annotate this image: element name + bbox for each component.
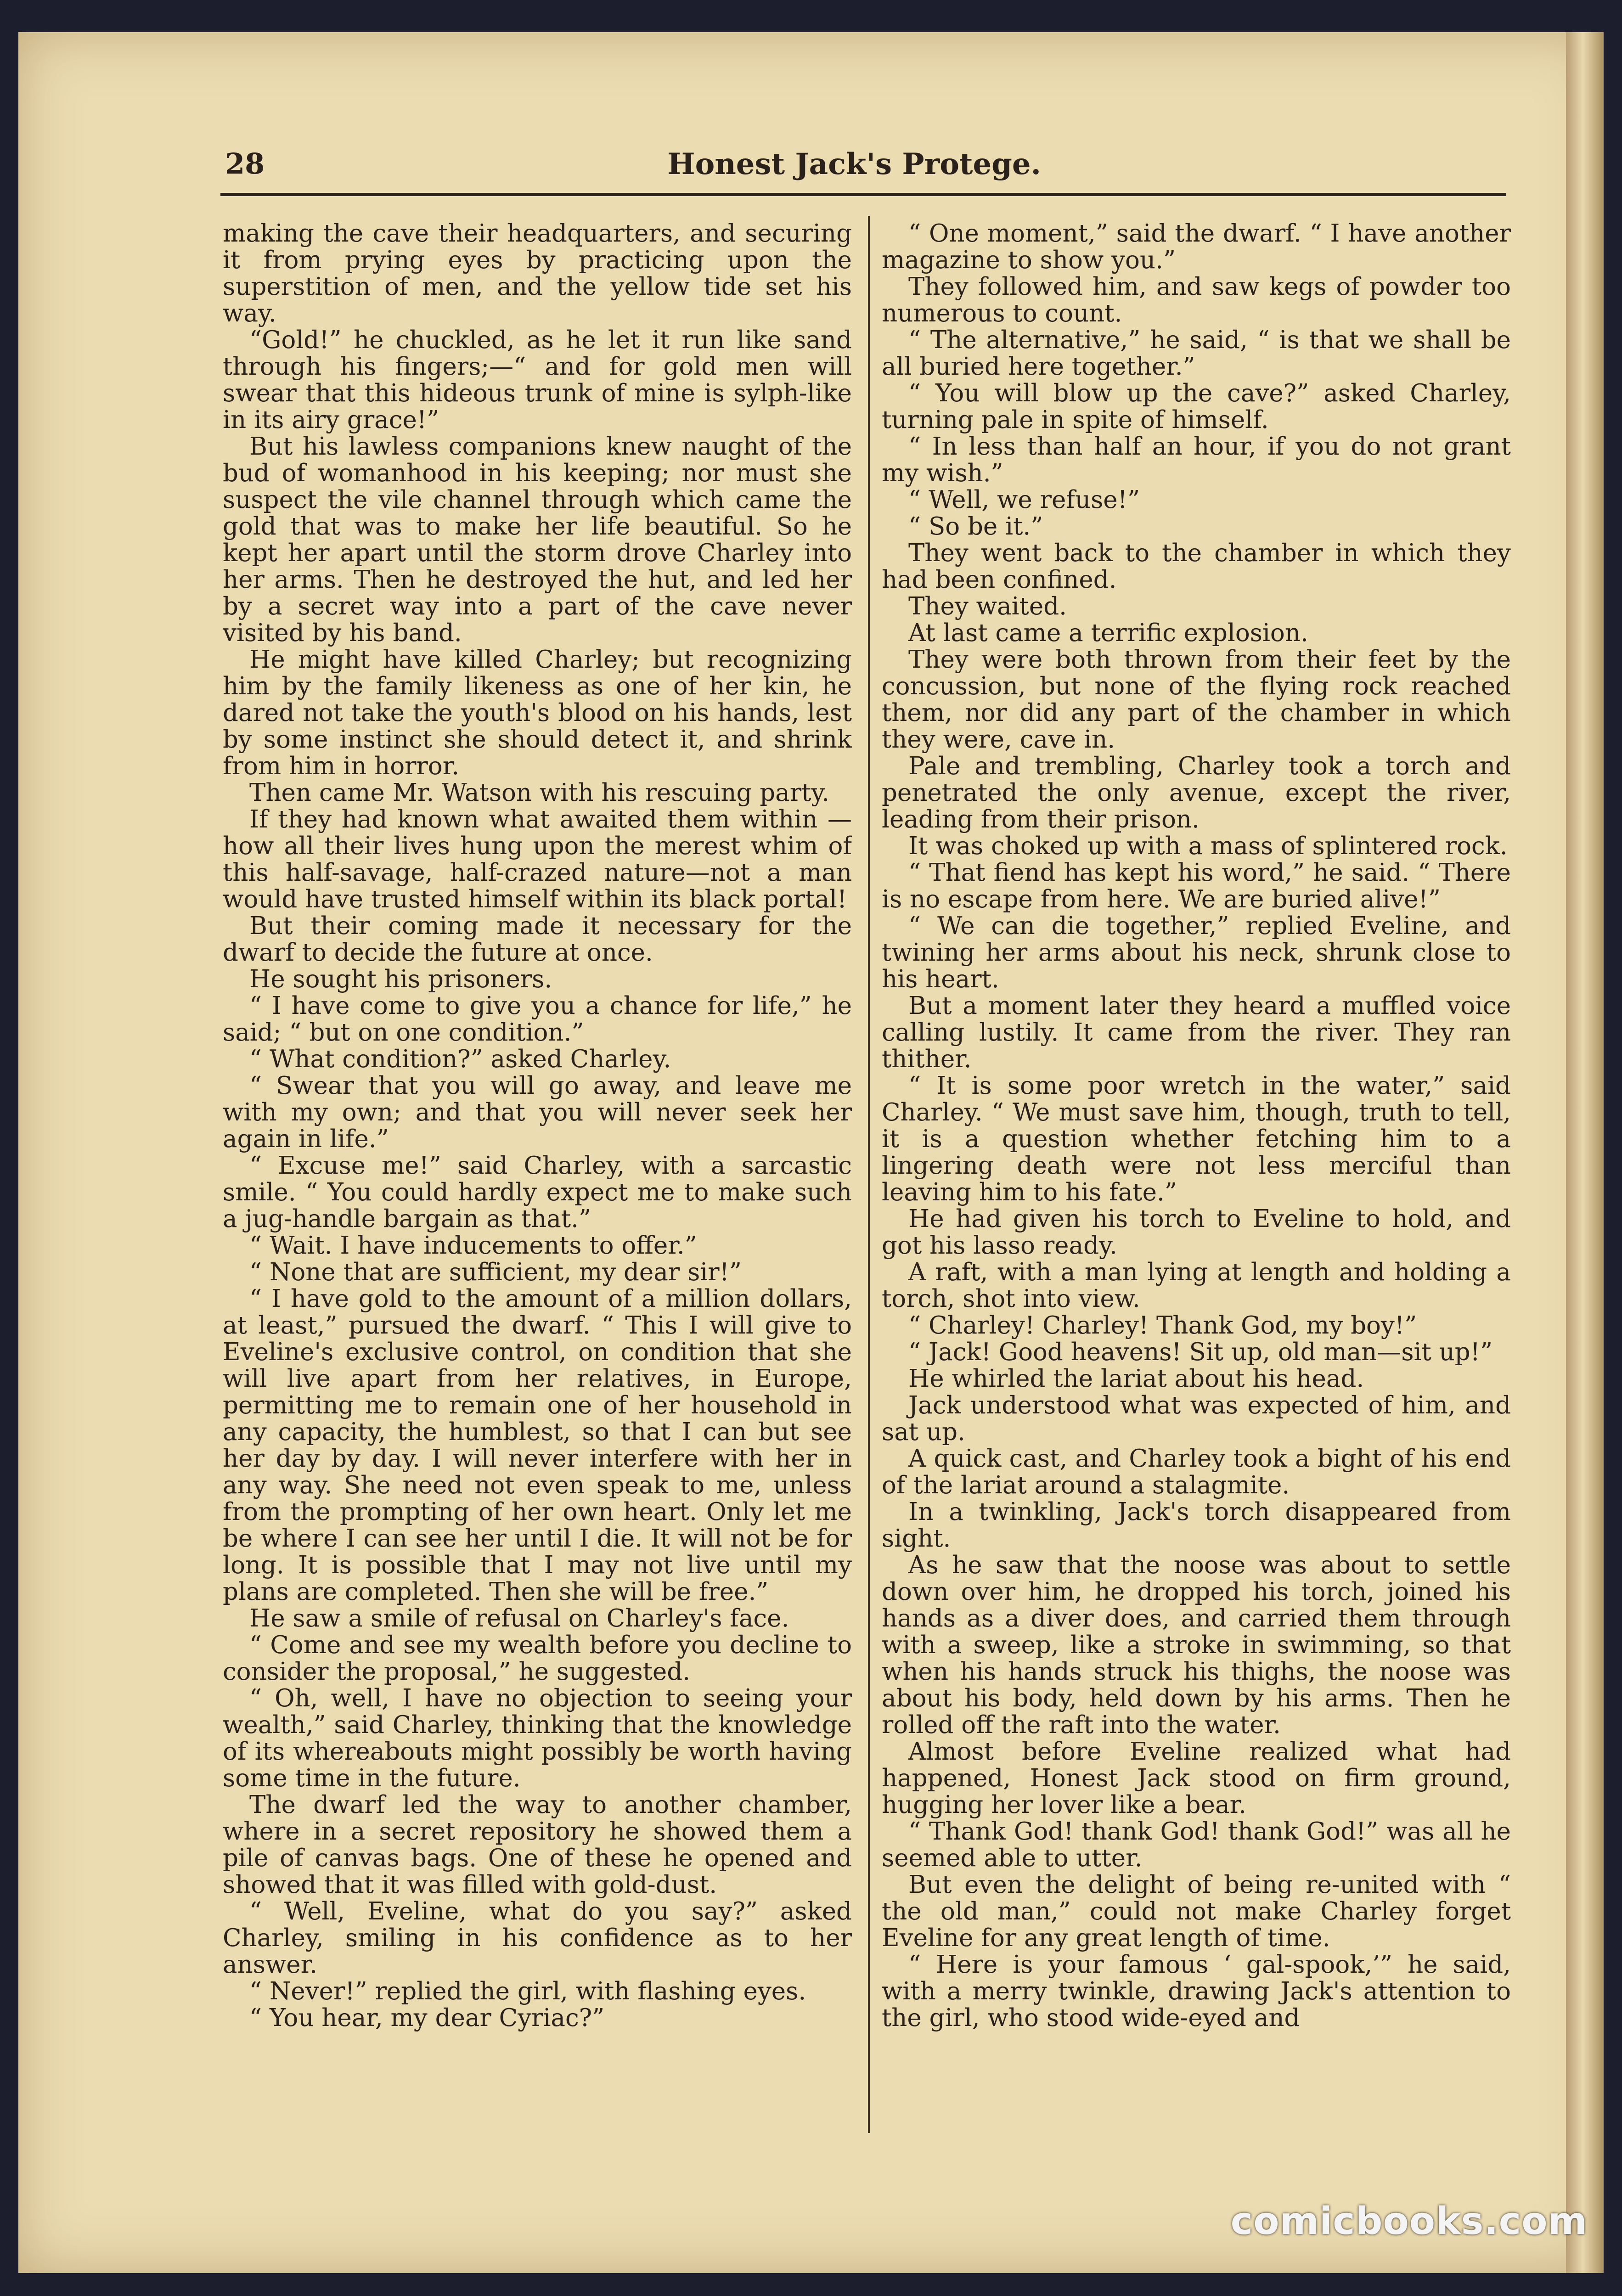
- paragraph: It was choked up with a mass of splintered rock.: [908, 832, 1508, 860]
- paragraph: “ One moment,” said the dwarf. “ I have another magazine to show you.”: [882, 220, 1511, 274]
- paragraph: Almost before Eveline realized what had happened, Honest Jack stood on firm ground, hugging her lover like a bear.: [882, 1738, 1511, 1819]
- paragraph: “ Jack! Good heavens! Sit up, old man—sit up!”: [908, 1338, 1493, 1366]
- paragraph: Jack understood what was expected of him, and sat up.: [882, 1391, 1511, 1446]
- paragraph: They went back to the chamber in which they had been confined.: [882, 539, 1511, 594]
- paragraph: “ I have gold to the amount of a million dollars, at least,” pursued the dwarf. “ This I will give to Eveline's exclusive control, on condition that she will live apart from her relatives, in Europe, permitting me to remain one of her household in any capacity, the humblest, so that I can but see her day by day. I will never interfere with her in any way. She need not even speak to me, unless from the prompting of her own heart. Only let me be where I can see her until I die. It will not be for long. It is possible that I may not live until my plans are completed. Then she will be free.”: [223, 1285, 852, 1606]
- paragraph: At last came a terrific explosion.: [908, 619, 1308, 647]
- paragraph: They waited.: [908, 592, 1067, 620]
- paragraph: “ What condition?” asked Charley.: [249, 1045, 671, 1073]
- paragraph: But a moment later they heard a muffled voice calling lustily. It came from the river. They ran thither.: [882, 992, 1511, 1073]
- paragraph: “ Come and see my wealth before you decline to consider the proposal,” he suggested.: [223, 1631, 852, 1686]
- running-head: Honest Jack's Protege.: [667, 147, 1041, 181]
- paragraph: “ None that are sufficient, my dear sir!”: [249, 1258, 742, 1286]
- paragraph: In a twinkling, Jack's torch disappeared from sight.: [882, 1498, 1511, 1553]
- paragraph: “ In less than half an hour, if you do not grant my wish.”: [882, 433, 1511, 487]
- paragraph: They followed him, and saw kegs of powder too numerous to count.: [882, 273, 1511, 327]
- paragraph: “ Oh, well, I have no objection to seeing your wealth,” said Charley, thinking that the knowledge of its whereabouts might possibly be worth having some time in the future.: [223, 1684, 852, 1792]
- page-number: 28: [225, 147, 265, 180]
- header-rule: [220, 193, 1506, 196]
- paragraph: A raft, with a man lying at length and holding a torch, shot into view.: [882, 1258, 1511, 1313]
- right-column: [882, 220, 1511, 2140]
- paragraph: He whirled the lariat about his head.: [908, 1365, 1364, 1393]
- paragraph: “ Charley! Charley! Thank God, my boy!”: [908, 1311, 1417, 1339]
- paragraph: He sought his prisoners.: [249, 965, 552, 993]
- paragraph: As he saw that the noose was about to settle down over him, he dropped his torch, joined his hands as a diver does, and carried them through with a sweep, like a stroke in swimming, so that when his hands struck his thighs, the noose was about his body, held down by his arms. Then he rolled off the raft into the water.: [882, 1551, 1511, 1739]
- paragraph: “ You will blow up the cave?” asked Charley, turning pale in spite of himself.: [882, 379, 1511, 434]
- paragraph: A quick cast, and Charley took a bight of his end of the lariat around a stalagmite.: [882, 1445, 1511, 1499]
- paragraph: But their coming made it necessary for the dwarf to decide the future at once.: [223, 912, 852, 967]
- page-fold: [1566, 32, 1604, 2273]
- paragraph: “ Well, Eveline, what do you say?” asked Charley, smiling in his confidence as to her answer.: [223, 1897, 852, 1979]
- paragraph: “ So be it.”: [908, 512, 1043, 540]
- paragraph: The dwarf led the way to another chamber, where in a secret repository he showed them a pile of canvas bags. One of these he opened and showed that it was filled with gold-dust.: [223, 1791, 852, 1899]
- paragraph: “ Excuse me!” said Charley, with a sarcastic smile. “ You could hardly expect me to make such a jug-handle bargain as that.”: [223, 1152, 852, 1233]
- paragraph: “ Here is your famous ‘ gal-spook,’” he said, with a merry twinkle, drawing Jack's attention to the girl, who stood wide-eyed and: [882, 1951, 1511, 2032]
- paragraph: He saw a smile of refusal on Charley's face.: [249, 1604, 789, 1632]
- page-header: [197, 138, 1511, 193]
- paragraph: “ I have come to give you a chance for life,” he said; “ but on one condition.”: [223, 992, 852, 1047]
- paragraph: He had given his torch to Eveline to hold, and got his lasso ready.: [882, 1205, 1511, 1260]
- site-watermark: comicbooks.com: [1230, 2200, 1588, 2243]
- paragraph: “ We can die together,” replied Eveline, and twining her arms about his neck, shrunk close to his heart.: [882, 912, 1511, 993]
- paragraph: “ Thank God! thank God! thank God!” was all he seemed able to utter.: [882, 1818, 1511, 1872]
- paragraph: But even the delight of being re-united with “ the old man,” could not make Charley forget Eveline for any great length of time.: [882, 1871, 1511, 1952]
- paragraph: “ Wait. I have inducements to offer.”: [249, 1232, 697, 1260]
- paragraph: “ That fiend has kept his word,” he said. “ There is no escape from here. We are buried alive!”: [882, 859, 1511, 913]
- paragraph: But his lawless companions knew naught of the bud of womanhood in his keeping; nor must she suspect the vile channel through which came the gold that was to make her life beautiful. So he kept her apart until the storm drove Charley into her arms. Then he destroyed the hut, and led her by a secret way into a part of the cave never visited by his band.: [223, 433, 852, 647]
- paragraph: If they had known what awaited them within —how all their lives hung upon the merest whim of this half-savage, half-crazed nature—not a man would have trusted himself within its black portal!: [223, 805, 852, 913]
- left-column: [223, 220, 852, 2140]
- paragraph: “ It is some poor wretch in the water,” said Charley. “ We must save him, though, truth to tell, it is a question whether fetching him to a lingering death were not less merciful than leaving him to his fate.”: [882, 1072, 1511, 1206]
- paragraph: “Gold!” he chuckled, as he let it run like sand through his fingers;—“ and for gold men will swear that this hideous trunk of mine is sylph-like in its airy grace!”: [223, 326, 852, 434]
- paragraph: “ Swear that you will go away, and leave me with my own; and that you will never seek her again in life.”: [223, 1072, 852, 1153]
- paragraph: “ The alternative,” he said, “ is that we shall be all buried here together.”: [882, 326, 1511, 381]
- paragraph: They were both thrown from their feet by the concussion, but none of the flying rock reached them, nor did any part of the chamber in which they were, cave in.: [882, 646, 1511, 754]
- paragraph: making the cave their headquarters, and securing it from prying eyes by practicing upon the superstition of men, and the yellow tide set his way.: [223, 220, 852, 327]
- column-divider: [868, 216, 870, 2133]
- paragraph: He might have killed Charley; but recognizing him by the family likeness as one of her kin, he dared not take the youth's blood on his hands, lest by some instinct she should detect it, and shrink from him in horror.: [223, 646, 852, 780]
- paragraph: Then came Mr. Watson with his rescuing party.: [249, 779, 830, 807]
- paragraph: “ Well, we refuse!”: [908, 486, 1140, 514]
- paragraph: Pale and trembling, Charley took a torch and penetrated the only avenue, except the river, leading from their prison.: [882, 752, 1511, 833]
- paragraph: “ Never!” replied the girl, with flashing eyes.: [249, 1977, 806, 2005]
- paragraph: “ You hear, my dear Cyriac?”: [249, 2004, 605, 2032]
